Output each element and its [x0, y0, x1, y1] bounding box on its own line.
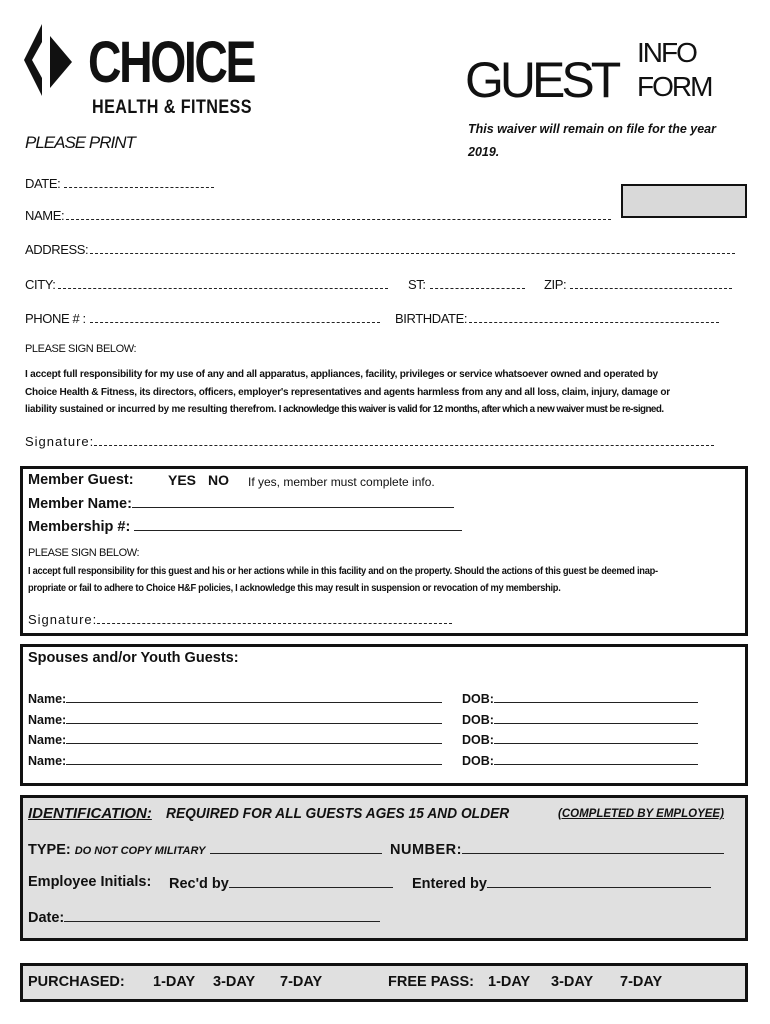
phone-label: PHONE # :	[25, 311, 86, 326]
city-field[interactable]	[25, 276, 388, 292]
title-info: INFO	[637, 37, 696, 68]
phone-field[interactable]	[25, 310, 380, 326]
id-date-label: Date:	[28, 910, 65, 926]
id-number-label: NUMBER:	[390, 842, 462, 858]
logo-subtitle: HEALTH & FITNESS	[92, 97, 252, 118]
id-date-field[interactable]	[28, 908, 380, 926]
identification-heading: IDENTIFICATION:	[28, 805, 152, 822]
member-guest-yes[interactable]: YES	[168, 472, 197, 488]
waiver-text-line1: I accept full responsibility for my use of any and all apparatus, appliances, facility, privileges or service whatsoever owned and operated by	[25, 368, 658, 380]
employee-initials-label: Employee Initials:	[28, 874, 152, 890]
free-pass-label: FREE PASS:	[388, 974, 474, 990]
free-pass-3-day[interactable]: 3-DAY	[551, 974, 594, 990]
spouses-heading: Spouses and/or Youth Guests:	[28, 650, 239, 666]
zip-field[interactable]	[544, 276, 732, 292]
purchased-3-day[interactable]: 3-DAY	[213, 974, 256, 990]
name-label: NAME:	[25, 208, 65, 223]
spouse-dob-row[interactable]	[462, 730, 698, 751]
purchased-label: PURCHASED:	[28, 974, 125, 990]
member-please-sign: PLEASE SIGN BELOW:	[28, 547, 140, 559]
waiver-note-line1: This waiver will remain on file for the year	[468, 122, 716, 136]
date-label: DATE:	[25, 176, 61, 191]
waiver-text-line3b: I acknowledge this waiver is valid for 12 months, after which a new waiver must be re-signed.	[278, 403, 664, 415]
birthdate-label: BIRTHDATE:	[395, 311, 468, 326]
recd-by-label: Rec'd by	[169, 876, 229, 892]
choice-logo-mark	[22, 22, 78, 102]
purchased-7-day[interactable]: 7-DAY	[280, 974, 323, 990]
purchased-1-day[interactable]: 1-DAY	[153, 974, 196, 990]
membership-number-label: Membership #:	[28, 519, 131, 535]
signature-field[interactable]	[25, 433, 714, 449]
spouse-name-label: Name:	[28, 692, 67, 706]
id-type-field[interactable]	[28, 840, 382, 858]
please-print: PLEASE PRINT	[25, 133, 135, 152]
waiver-note-line2: 2019.	[468, 145, 500, 159]
identification-completed: (COMPLETED BY EMPLOYEE)	[558, 808, 724, 820]
birthdate-field[interactable]	[395, 310, 719, 326]
spouse-dob-row[interactable]	[462, 689, 698, 710]
spouse-dob-label: DOB:	[462, 712, 494, 727]
id-number-field[interactable]	[390, 840, 724, 858]
zip-label: ZIP:	[544, 277, 567, 292]
spouse-name-row[interactable]	[28, 689, 442, 710]
state-field[interactable]	[408, 276, 525, 292]
id-type-label: TYPE:	[28, 842, 71, 858]
title-form: FORM	[637, 71, 712, 102]
city-label: CITY:	[25, 277, 56, 292]
membership-number-field[interactable]	[28, 517, 462, 535]
member-guest-no[interactable]: NO	[208, 472, 229, 488]
spouse-dob-row[interactable]	[462, 710, 698, 731]
member-signature-label: Signature:	[28, 612, 98, 627]
state-label: ST:	[408, 277, 426, 292]
spouse-name-row[interactable]	[28, 730, 442, 751]
spouse-name-label: Name:	[28, 753, 67, 768]
spouse-dob-label: DOB:	[462, 753, 494, 768]
waiver-text-line3a: liability sustained or incurred by me resulting therefrom.	[25, 403, 277, 415]
date-field[interactable]	[25, 175, 214, 191]
spouse-name-label: Name:	[28, 733, 67, 747]
spouse-dob-row[interactable]	[462, 751, 698, 772]
spouse-dob-label: DOB:	[462, 733, 494, 747]
entered-by-label: Entered by	[412, 876, 487, 892]
member-guest-label: Member Guest:	[28, 472, 134, 488]
member-name-label: Member Name:	[28, 496, 132, 512]
member-guest-note: If yes, member must complete info.	[248, 475, 435, 489]
identification-required: REQUIRED FOR ALL GUESTS AGES 15 AND OLDER	[166, 805, 510, 822]
spouse-name-row[interactable]	[28, 751, 442, 772]
member-name-field[interactable]	[28, 494, 454, 512]
address-label: ADDRESS:	[25, 242, 89, 257]
name-field[interactable]	[25, 207, 611, 223]
member-text-line1: I accept full responsibility for this guest and his or her actions while in this facility and on the property. Should the actions of this guest be deemed inap-	[28, 566, 658, 577]
spouse-name-label: Name:	[28, 712, 67, 727]
signature-label: Signature:	[25, 434, 95, 449]
title-guest: GUEST	[465, 52, 618, 108]
member-signature-field[interactable]	[28, 611, 452, 627]
waiver-text-line2: Choice Health & Fitness, its directors, officers, employer's representatives and agents harmless from any and all loss, claim, injury, damage or	[25, 385, 670, 398]
spouse-dob-label: DOB:	[462, 692, 494, 706]
id-type-note: DO NOT COPY MILITARY	[74, 845, 206, 857]
logo-brand: CHOICE	[88, 30, 255, 95]
spouse-name-row[interactable]	[28, 710, 442, 731]
please-sign-label: PLEASE SIGN BELOW:	[25, 343, 137, 355]
office-use-box	[621, 184, 747, 218]
recd-by-field[interactable]	[169, 874, 393, 892]
entered-by-field[interactable]	[412, 874, 711, 892]
address-field[interactable]	[25, 241, 735, 257]
free-pass-1-day[interactable]: 1-DAY	[488, 974, 531, 990]
member-text-line2: propriate or fail to adhere to Choice H&F policies, I acknowledge this may result in suspension or revocation of my membership.	[28, 583, 561, 594]
free-pass-7-day[interactable]: 7-DAY	[620, 974, 663, 990]
